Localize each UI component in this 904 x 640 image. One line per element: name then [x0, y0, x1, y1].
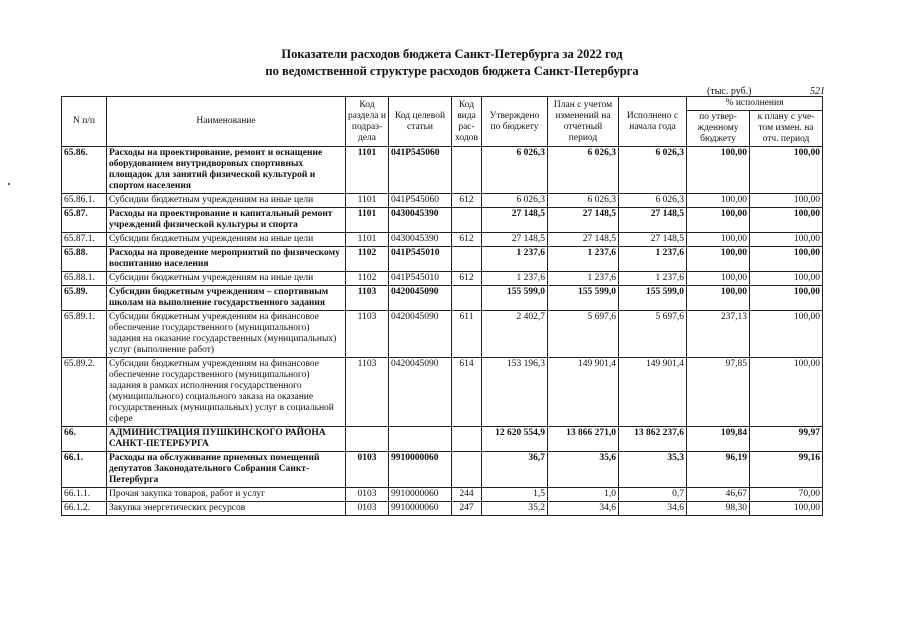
- cell-section: 1101: [346, 233, 389, 247]
- cell-num: 65.88.: [62, 247, 107, 272]
- cell-pct-budget: 98,30: [687, 502, 750, 516]
- cell-executed: 155 599,0: [619, 286, 687, 311]
- cell-approved: 6 026,3: [482, 147, 548, 194]
- table-row: [62, 272, 823, 286]
- cell-executed: 34,6: [619, 502, 687, 516]
- header-pct-budget: по утвер-жденному бюджету: [687, 111, 750, 147]
- cell-name: Расходы на обслуживание приемных помещений депутатов Законодательного Собрания Санкт-Петербурга: [107, 452, 346, 488]
- cell-pct-plan: 100,00: [750, 286, 823, 311]
- cell-executed: 35,3: [619, 452, 687, 488]
- cell-section: 1102: [346, 272, 389, 286]
- header-section: Код раздела и подраз-дела: [346, 97, 389, 147]
- table-row: [62, 488, 823, 502]
- cell-executed: 149 901,4: [619, 358, 687, 427]
- table-row: [62, 147, 823, 194]
- cell-plan: 34,6: [548, 502, 619, 516]
- cell-num: 65.86.: [62, 147, 107, 194]
- cell-name: Закупка энергетических ресурсов: [107, 502, 346, 516]
- cell-section: 0103: [346, 502, 389, 516]
- cell-section: 0103: [346, 452, 389, 488]
- cell-approved: 36,7: [482, 452, 548, 488]
- cell-target: 041P545010: [389, 247, 452, 272]
- cell-pct-budget: 97,85: [687, 358, 750, 427]
- cell-executed: 6 026,3: [619, 147, 687, 194]
- cell-plan: 27 148,5: [548, 233, 619, 247]
- cell-target: 9910000060: [389, 488, 452, 502]
- cell-executed: 27 148,5: [619, 233, 687, 247]
- cell-num: 66.1.1.: [62, 488, 107, 502]
- cell-target: 0420045090: [389, 358, 452, 427]
- cell-type: 612: [452, 194, 482, 208]
- cell-pct-plan: 99,97: [750, 427, 823, 452]
- header-pct-plan: к плану с уче-том измен. на отч. период: [750, 111, 823, 147]
- cell-section: 1101: [346, 194, 389, 208]
- cell-num: 65.88.1.: [62, 272, 107, 286]
- cell-approved: 27 148,5: [482, 208, 548, 233]
- header-approved: Утверждено по бюджету: [482, 97, 548, 147]
- cell-pct-plan: 100,00: [750, 208, 823, 233]
- cell-pct-budget: 96,19: [687, 452, 750, 488]
- cell-type: [452, 427, 482, 452]
- table-row: [62, 502, 823, 516]
- cell-plan: 1 237,6: [548, 247, 619, 272]
- report-subtitle: по ведомственной структуре расходов бюджета Санкт-Петербурга: [265, 64, 639, 78]
- cell-plan: 35,6: [548, 452, 619, 488]
- cell-name: Расходы на проектирование и капитальный ремонт учреждений физической культуры и спорта: [107, 208, 346, 233]
- cell-target: 041P545060: [389, 147, 452, 194]
- cell-num: 65.86.1.: [62, 194, 107, 208]
- cell-approved: 1 237,6: [482, 247, 548, 272]
- cell-approved: 27 148,5: [482, 233, 548, 247]
- cell-pct-budget: 100,00: [687, 194, 750, 208]
- header-type: Код вида рас-ходов: [452, 97, 482, 147]
- cell-pct-budget: 100,00: [687, 247, 750, 272]
- table-row: [62, 358, 823, 427]
- cell-name: Субсидии бюджетным учреждениям на финансовое обеспечение государственного (муниципального) задания в рамках исполнения государственного (муниципального) социального заказа на оказание государственных (муниципальных) услуг в социальной сфере: [107, 358, 346, 427]
- cell-approved: 6 026,3: [482, 194, 548, 208]
- cell-section: 1103: [346, 358, 389, 427]
- cell-pct-plan: 100,00: [750, 147, 823, 194]
- cell-pct-plan: 99,16: [750, 452, 823, 488]
- cell-executed: 0,7: [619, 488, 687, 502]
- cell-approved: 12 620 554,9: [482, 427, 548, 452]
- table-row: [62, 311, 823, 358]
- cell-plan: 6 026,3: [548, 194, 619, 208]
- cell-num: 65.87.1.: [62, 233, 107, 247]
- cell-name: Субсидии бюджетным учреждениям – спортивным школам на выполнение государственного задания: [107, 286, 346, 311]
- table-row: [62, 427, 823, 452]
- table-row: [62, 286, 823, 311]
- header-target: Код целевой статьи: [389, 97, 452, 147]
- cell-type: 612: [452, 272, 482, 286]
- cell-type: [452, 286, 482, 311]
- cell-name: Субсидии бюджетным учреждениям на иные цели: [107, 272, 346, 286]
- cell-section: 1102: [346, 247, 389, 272]
- report-title: Показатели расходов бюджета Санкт-Петербурга за 2022 год: [281, 47, 623, 61]
- cell-name: Расходы на проведение мероприятий по физическому воспитанию населения: [107, 247, 346, 272]
- cell-approved: 1 237,6: [482, 272, 548, 286]
- cell-pct-budget: 100,00: [687, 147, 750, 194]
- header-plan: План с учетом изменений на отчетный период: [548, 97, 619, 147]
- cell-approved: 1,5: [482, 488, 548, 502]
- cell-section: 1101: [346, 147, 389, 194]
- cell-pct-plan: 100,00: [750, 502, 823, 516]
- cell-pct-budget: 46,67: [687, 488, 750, 502]
- cell-executed: 1 237,6: [619, 272, 687, 286]
- cell-target: 0420045090: [389, 286, 452, 311]
- table-row: [62, 194, 823, 208]
- cell-pct-budget: 100,00: [687, 272, 750, 286]
- cell-num: 66.1.2.: [62, 502, 107, 516]
- cell-pct-plan: 70,00: [750, 488, 823, 502]
- cell-approved: 35,2: [482, 502, 548, 516]
- cell-type: [452, 247, 482, 272]
- cell-type: 614: [452, 358, 482, 427]
- cell-pct-budget: 109,84: [687, 427, 750, 452]
- cell-name: Субсидии бюджетным учреждениям на иные цели: [107, 194, 346, 208]
- cell-pct-budget: 100,00: [687, 208, 750, 233]
- cell-plan: 5 697,6: [548, 311, 619, 358]
- table-row: [62, 208, 823, 233]
- cell-target: 9910000060: [389, 452, 452, 488]
- cell-plan: 13 866 271,0: [548, 427, 619, 452]
- cell-plan: 155 599,0: [548, 286, 619, 311]
- cell-executed: 5 697,6: [619, 311, 687, 358]
- cell-name: Расходы на проектирование, ремонт и оснащение оборудованием внутридворовых спортивных площадок для занятий физической культурой и спортом населения: [107, 147, 346, 194]
- cell-pct-plan: 100,00: [750, 272, 823, 286]
- cell-num: 65.89.2.: [62, 358, 107, 427]
- cell-type: 611: [452, 311, 482, 358]
- cell-type: 612: [452, 233, 482, 247]
- cell-num: 65.89.1.: [62, 311, 107, 358]
- cell-executed: 1 237,6: [619, 247, 687, 272]
- header-executed: Исполнено с начала года: [619, 97, 687, 147]
- table-row: [62, 233, 823, 247]
- cell-approved: 2 402,7: [482, 311, 548, 358]
- cell-target: 041P545010: [389, 272, 452, 286]
- cell-section: 1101: [346, 208, 389, 233]
- budget-table: [61, 96, 823, 516]
- cell-approved: 153 196,3: [482, 358, 548, 427]
- cell-pct-plan: 100,00: [750, 358, 823, 427]
- cell-num: 66.1.: [62, 452, 107, 488]
- cell-plan: 1 237,6: [548, 272, 619, 286]
- cell-section: [346, 427, 389, 452]
- cell-type: [452, 147, 482, 194]
- cell-pct-plan: 100,00: [750, 194, 823, 208]
- table-row: [62, 247, 823, 272]
- table-body: [62, 147, 823, 516]
- cell-pct-plan: 100,00: [750, 233, 823, 247]
- cell-num: 65.89.: [62, 286, 107, 311]
- cell-section: 1103: [346, 286, 389, 311]
- header-name: Наименование: [107, 97, 346, 147]
- cell-plan: 1,0: [548, 488, 619, 502]
- cell-name: Субсидии бюджетным учреждениям на финансовое обеспечение государственного (муниципального) задания на оказание государственных (муниципальных) услуг (выполнение работ): [107, 311, 346, 358]
- cell-executed: 13 862 237,6: [619, 427, 687, 452]
- cell-num: 66.: [62, 427, 107, 452]
- cell-type: [452, 452, 482, 488]
- cell-target: 9910000060: [389, 502, 452, 516]
- cell-plan: 6 026,3: [548, 147, 619, 194]
- cell-plan: 149 901,4: [548, 358, 619, 427]
- cell-target: 041P545060: [389, 194, 452, 208]
- units-label: (тыс. руб.): [707, 86, 752, 97]
- cell-section: 1103: [346, 311, 389, 358]
- cell-pct-budget: 100,00: [687, 233, 750, 247]
- cell-pct-plan: 100,00: [750, 311, 823, 358]
- cell-num: 65.87.: [62, 208, 107, 233]
- cell-pct-budget: 100,00: [687, 286, 750, 311]
- cell-pct-plan: 100,00: [750, 247, 823, 272]
- cell-target: 0430045390: [389, 208, 452, 233]
- cell-name: Субсидии бюджетным учреждениям на иные цели: [107, 233, 346, 247]
- cell-pct-budget: 237,13: [687, 311, 750, 358]
- cell-executed: 27 148,5: [619, 208, 687, 233]
- cell-plan: 27 148,5: [548, 208, 619, 233]
- cell-approved: 155 599,0: [482, 286, 548, 311]
- header-num: N п/п: [62, 97, 107, 147]
- cell-name: АДМИНИСТРАЦИЯ ПУШКИНСКОГО РАЙОНА САНКТ-ПЕТЕРБУРГА: [107, 427, 346, 452]
- cell-type: 247: [452, 502, 482, 516]
- cell-type: 244: [452, 488, 482, 502]
- page-number: 521: [810, 86, 825, 97]
- cell-section: 0103: [346, 488, 389, 502]
- cell-target: [389, 427, 452, 452]
- cell-executed: 6 026,3: [619, 194, 687, 208]
- cell-target: 0430045390: [389, 233, 452, 247]
- cell-type: [452, 208, 482, 233]
- header-percent-group: % исполнения: [687, 97, 823, 111]
- cell-name: Прочая закупка товаров, работ и услуг: [107, 488, 346, 502]
- cell-target: 0420045090: [389, 311, 452, 358]
- scan-speck: [8, 183, 10, 185]
- table-row: [62, 452, 823, 488]
